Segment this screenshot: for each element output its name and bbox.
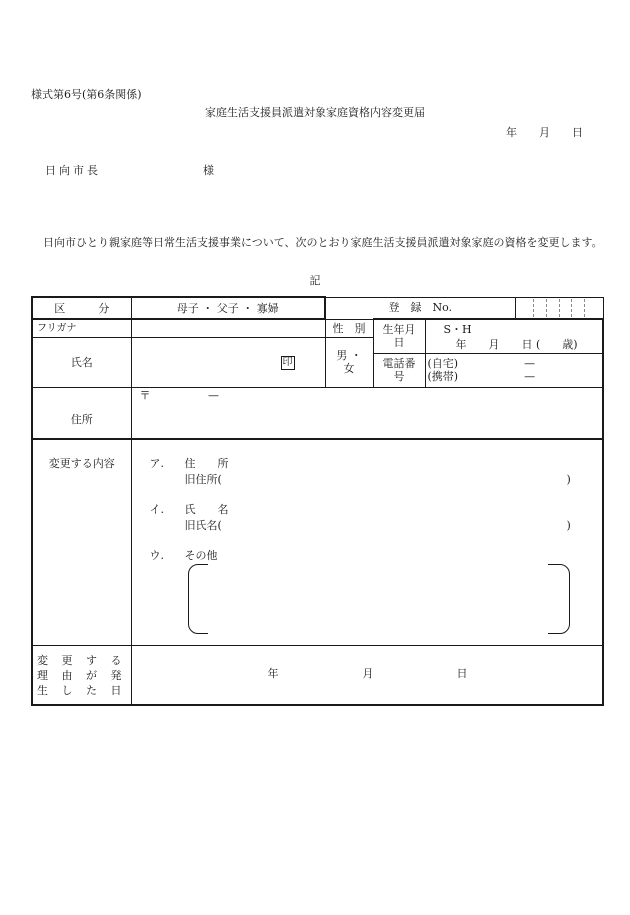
birthdate-label: 生年月日 (373, 319, 425, 353)
era-options: S・H (443, 323, 472, 336)
bracket-gap-bottom (208, 631, 548, 634)
furigana-field[interactable] (131, 319, 325, 337)
registration-no-label: 登 録 No. (325, 297, 515, 319)
change-content-label: 変更する内容 (32, 439, 131, 646)
reason-label-line-2: 理 由 が 発 (37, 668, 127, 682)
change-mark-u: ウ. (149, 549, 164, 562)
phone-mobile-label: (携帯) (427, 370, 459, 383)
gender-options[interactable]: 男 ・ 女 (325, 337, 373, 387)
change-content-body (132, 440, 603, 645)
document-title: 家庭生活支援員派遣対象家庭資格内容変更届 (205, 106, 425, 119)
registration-no-boxes (522, 299, 597, 317)
address-field[interactable] (131, 387, 603, 439)
old-address-close: ) (566, 473, 571, 486)
change-item-address[interactable]: 住 所 (184, 457, 229, 470)
phone-home-label: (自宅) (427, 357, 459, 370)
old-name-close: ) (566, 519, 571, 532)
phone-home-dash: — (524, 357, 536, 370)
registration-no-field[interactable] (515, 297, 603, 319)
phone-home-row (428, 357, 601, 370)
postal-dash: — (208, 388, 219, 402)
bracket-gap-top (208, 563, 548, 566)
statement-text: 日向市ひとり親家庭等日常生活支援事業について、次のとおり家庭生活支援員派遣対象家庭の資格を変更します。 (43, 236, 603, 249)
kubun-label: 区 分 (32, 297, 131, 319)
application-form-table (31, 296, 604, 706)
reason-date-year: 年 (267, 667, 279, 680)
phone-mobile-dash: — (524, 370, 536, 383)
change-content-field[interactable] (131, 439, 603, 646)
phone-label: 電話番号 (373, 353, 425, 387)
reason-date-body (132, 646, 603, 704)
other-detail-bracket[interactable] (188, 564, 570, 634)
phone-mobile-row (428, 370, 601, 383)
change-mark-i: イ. (149, 503, 164, 516)
reason-date-field[interactable] (131, 646, 603, 706)
furigana-label: フリガナ (32, 319, 131, 337)
change-item-other[interactable]: その他 (184, 549, 218, 562)
birthdate-line: 年 月 日 ( 歳) (455, 338, 578, 351)
reason-date-month: 月 (362, 667, 374, 680)
submission-date: 年 月 日 (506, 126, 583, 139)
reason-date-label (32, 646, 131, 706)
change-item-name[interactable]: 氏 名 (184, 503, 229, 516)
name-field[interactable] (131, 337, 325, 387)
old-name-label: 旧氏名( (184, 519, 222, 532)
reason-label-line-1: 変 更 す る (37, 653, 127, 667)
phone-field[interactable] (425, 353, 603, 387)
postal-mark: 〒 (139, 388, 151, 402)
reason-label-line-3: 生 し た 日 (37, 683, 127, 697)
addressee-honorific: 様 (203, 164, 214, 177)
change-mark-a: ア. (149, 457, 164, 470)
address-label: 住所 (32, 387, 131, 439)
old-address-label: 旧住所( (184, 473, 222, 486)
birthdate-field[interactable] (425, 319, 603, 353)
addressee-name: 日向市長 (45, 164, 101, 177)
form-number: 様式第6号(第6条関係) (31, 88, 142, 101)
seal-mark: 印 (282, 356, 293, 368)
ki-heading: 記 (309, 274, 321, 287)
reason-date-day: 日 (456, 667, 468, 680)
gender-label: 性 別 (325, 319, 373, 337)
kubun-value[interactable]: 母子 ・ 父子 ・ 寡婦 (131, 297, 325, 319)
name-label: 氏名 (32, 337, 131, 387)
